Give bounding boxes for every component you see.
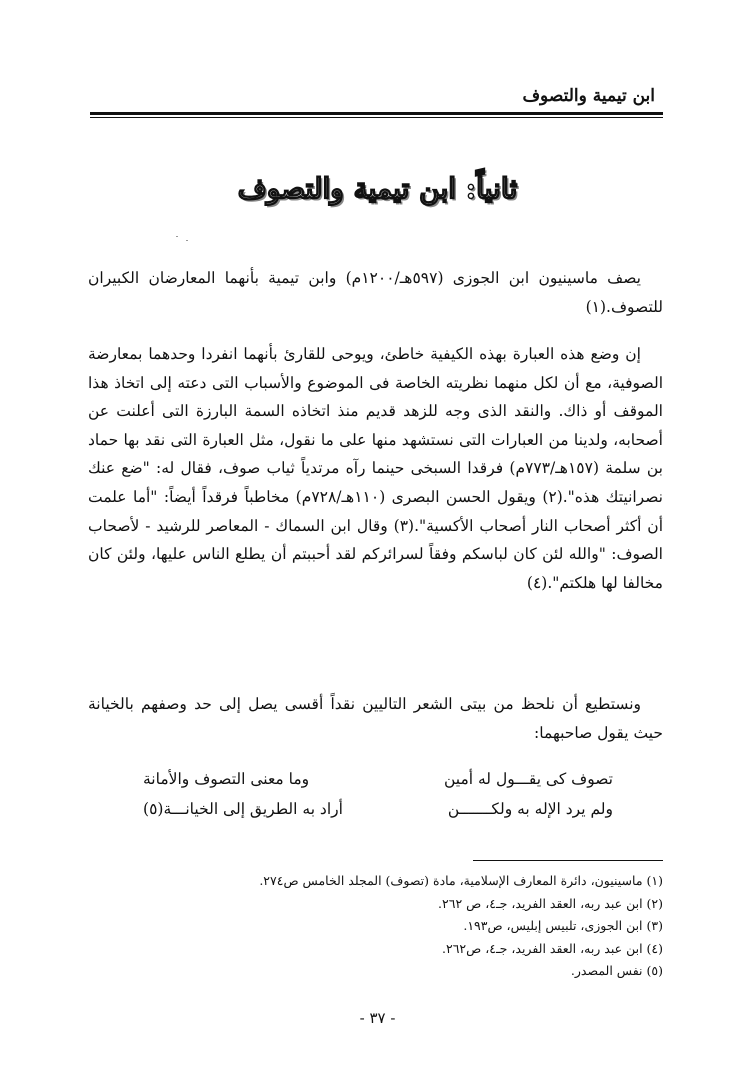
verse-hemistich-right: ولم يرد الإله به ولكـــــــن	[447, 800, 613, 818]
footnote-1: (١) ماسينيون، دائرة المعارف الإسلامية، مادة (تصوف) المجلد الخامس ص٢٧٤.	[259, 873, 663, 888]
footnote-4: (٤) ابن عبد ربه، العقد الفريد، جـ٤، ص٢٦٢.	[442, 940, 663, 956]
scan-speck	[176, 236, 178, 237]
paragraph-1: يصف ماسينيون ابن الجوزى (٥٩٧هـ/١٢٠٠م) وابن تيمية بأنهما المعارضان الكبيران للتصوف.(١)	[88, 269, 663, 316]
footnote-separator	[473, 860, 663, 861]
paragraph-3: ونستطيع أن نلحظ من بيتى الشعر التاليين نقداً أقسى يصل إلى حد وصفهم بالخيانة حيث يقول صاحبهما:	[88, 695, 663, 742]
running-head: ابن تيمية والتصوف	[522, 86, 655, 106]
footnotes	[88, 870, 663, 983]
page-number: - ٣٧ -	[359, 1009, 396, 1027]
verse-line	[143, 764, 613, 794]
poem-verses	[143, 764, 613, 824]
verse-hemistich-left: وما معنى التصوف والأمانة	[143, 770, 310, 788]
paragraph-2: إن وضع هذه العبارة بهذه الكيفية خاطئ، ويوحى للقارئ بأنهما انفردا وحدهما بمعارضة الصوفية، مع أن لكل منهما نظريته الخاصة فى الموضوع والأسباب التى دعته إلى اتخاذ هذا الموقف أو ذاك. والنقد الذى وجه للزهد قديم منذ اتخاذه السمة البارزة التى أعلنت عن أصحابه، ولدينا من العبارات التى نستشهد منها على ما نقول، مثل العبارة التى نقد بها حماد بن سلمة (١٥٧هـ/٧٧٣م) فرقدا السبخى حينما رآه مرتدياً ثياب صوف، فقال له: "ضع عنك نصرانيتك هذه".(٢) ويقول الحسن البصرى (١١٠هـ/٧٢٨م) مخاطباً فرقداً أيضاً: "أما علمت أن أكثر أصحاب النار أصحاب الأكسية".(٣) وقال ابن السماك - المعاصر للرشيد - لأصحاب الصوف: "والله لئن كان لباسكم وفقاً لسرائركم لقد أحببتم أن يطلع الناس عليها، ولئن كان مخالفا لها هلكتم".(٤)	[88, 345, 663, 592]
header-rule-thin	[90, 117, 663, 118]
verse-hemistich-right: تصوف كى يقـــول له أمين	[443, 770, 613, 788]
scan-speck	[186, 240, 188, 241]
footnote-3: (٣) ابن الجوزى، تلبيس إبليس، ص١٩٣.	[463, 918, 663, 933]
footnote-2: (٢) ابن عبد ربه، العقد الفريد، جـ٤، ص ٢٦٢.	[438, 895, 663, 911]
header-rule-thick	[90, 112, 663, 115]
section-title: ثانياً: ابن تيمية والتصوف	[237, 172, 518, 205]
verse-line	[143, 794, 613, 824]
verse-hemistich-left: أراد به الطريق إلى الخيانـــة(٥)	[143, 800, 343, 818]
footnote-5: (٥) نفس المصدر.	[570, 963, 663, 978]
